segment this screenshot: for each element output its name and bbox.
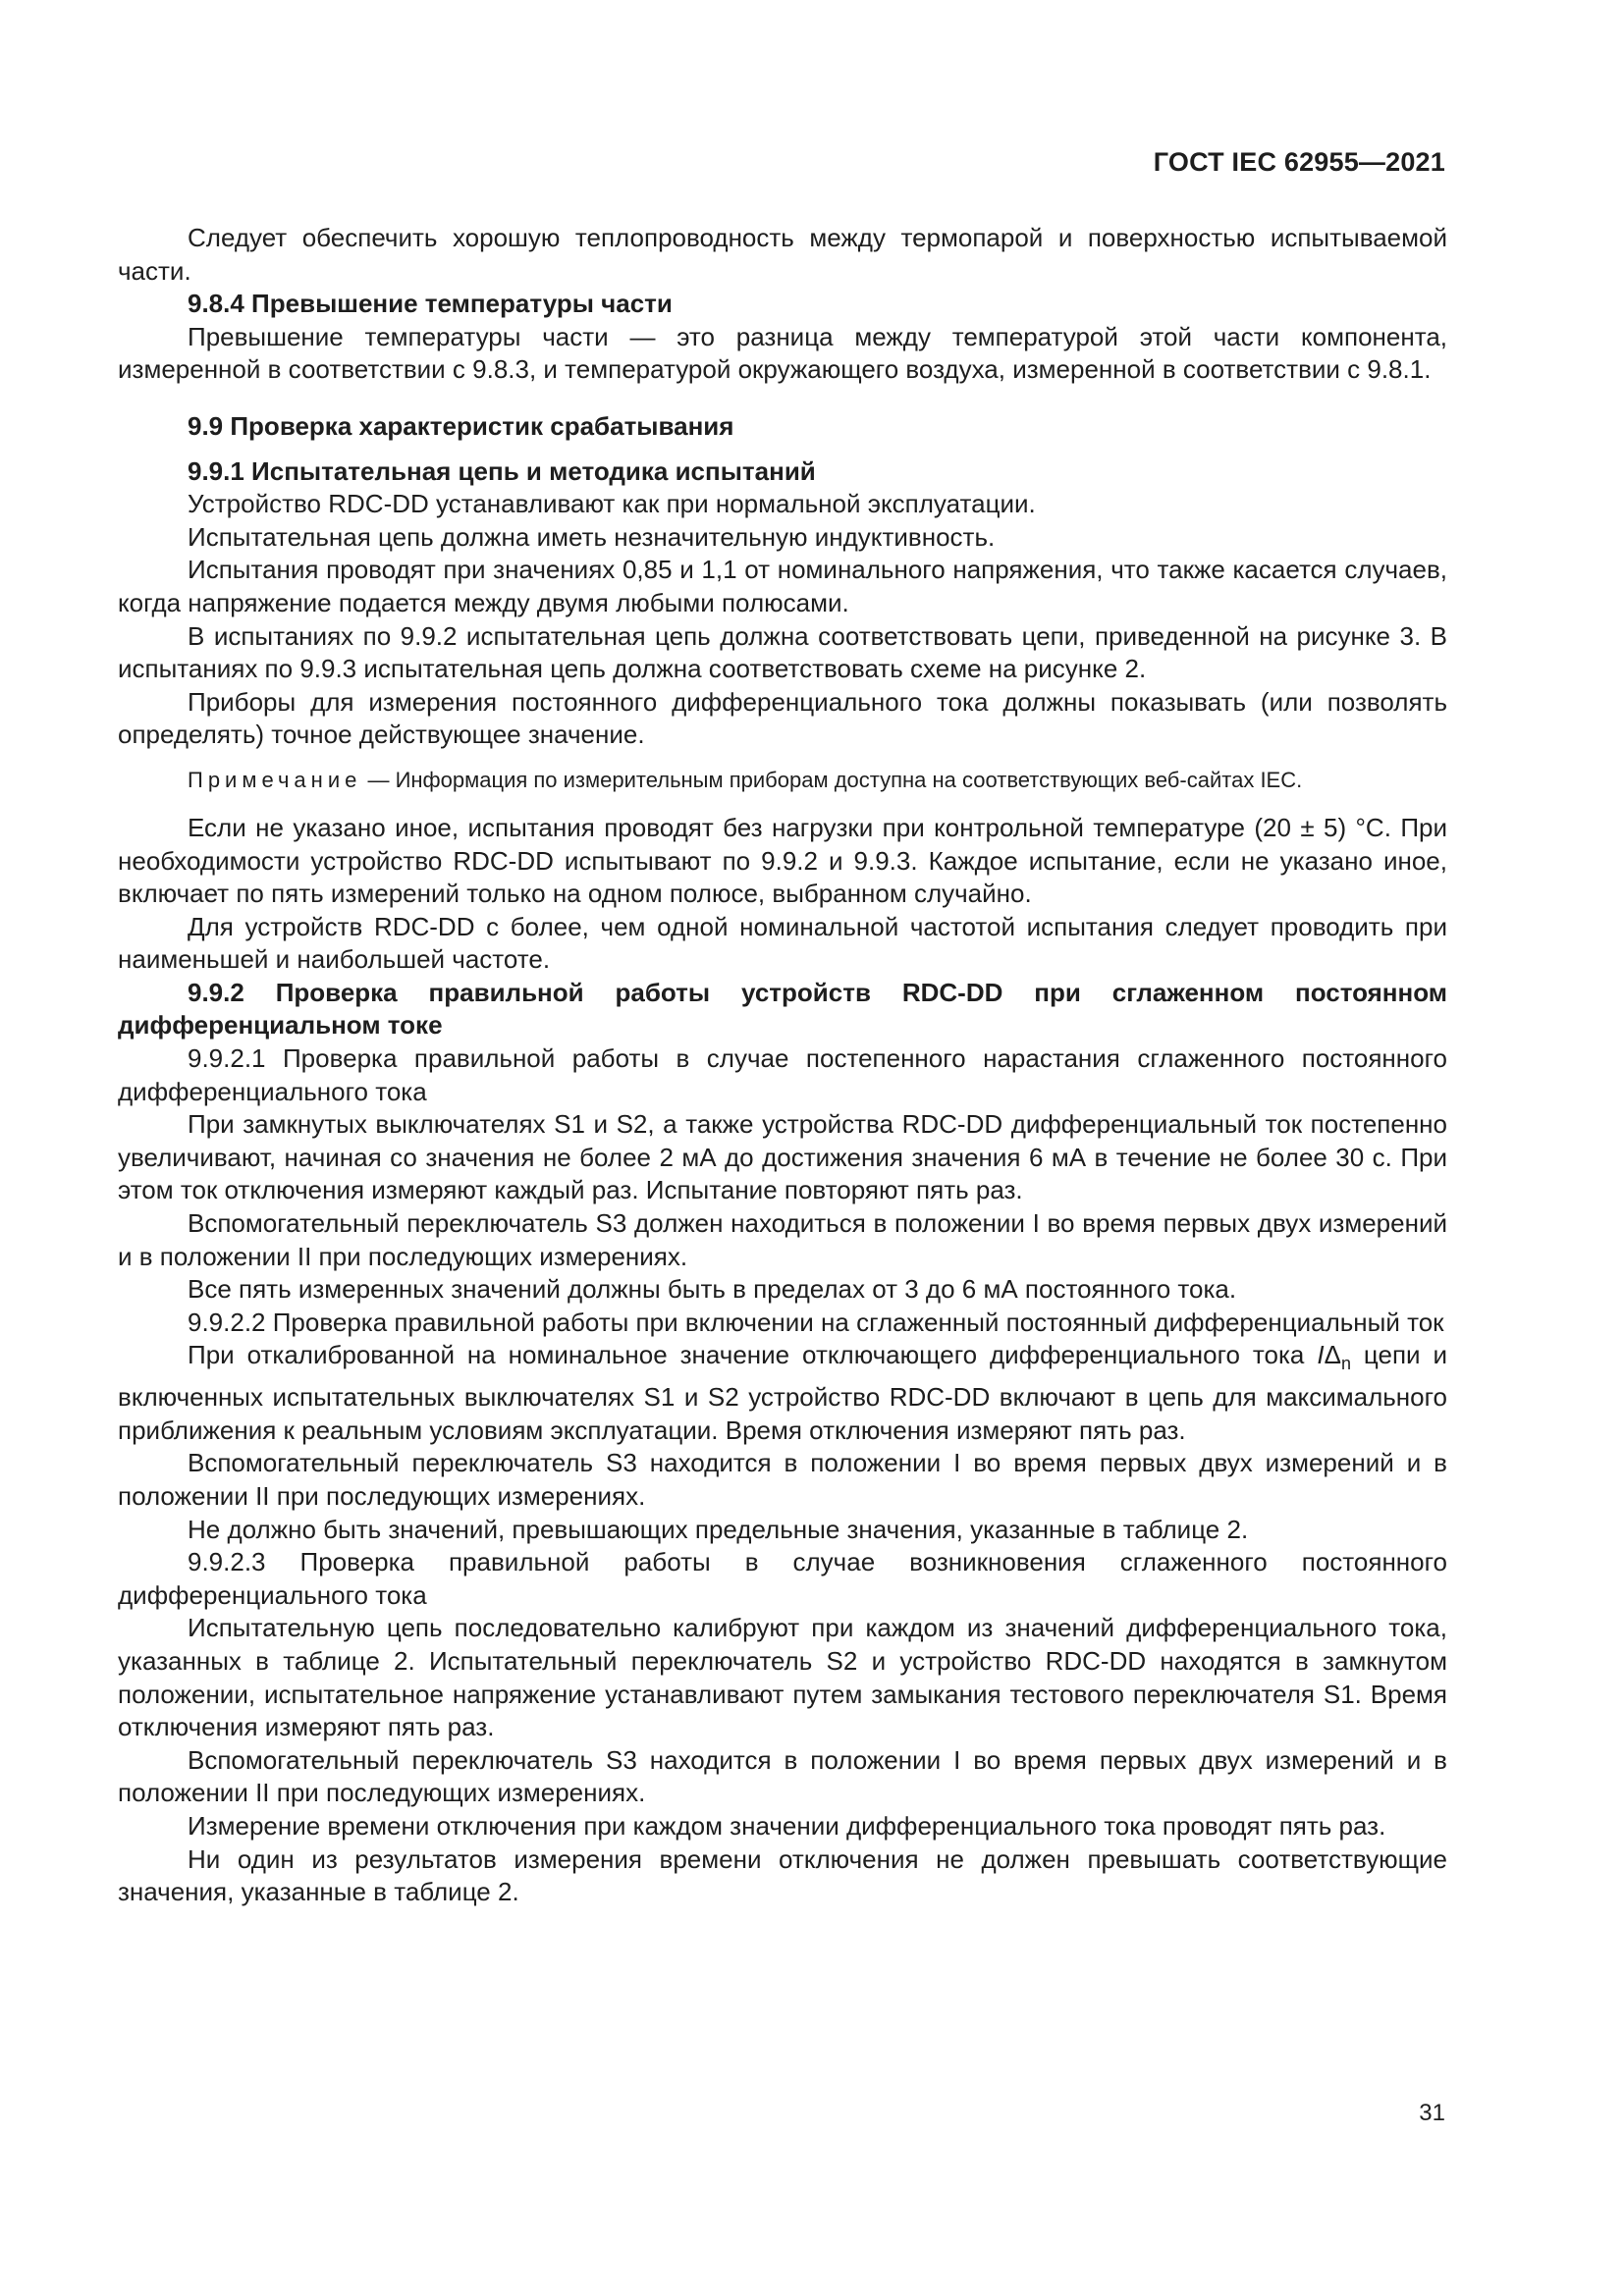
- section-heading-9-9-1: 9.9.1 Испытательная цепь и методика испытаний: [188, 455, 816, 486]
- paragraph: 9.9.2.1 Проверка правильной работы в случае постепенного нарастания сглаженного постоянного дифференциального тока: [118, 1043, 1447, 1106]
- paragraph: Все пять измеренных значений должны быть в пределах от 3 до 6 мА постоянного тока.: [188, 1274, 1237, 1305]
- delta-symbol: Δ: [1324, 1340, 1341, 1370]
- paragraph: Следует обеспечить хорошую теплопроводность между термопарой и поверхностью испытываемой части.: [118, 223, 1447, 286]
- document-body: [118, 222, 1447, 1909]
- paragraph: [118, 1339, 1447, 1447]
- paragraph: Если не указано иное, испытания проводят без нагрузки при контрольной температуре (20 ± 5) °С. При необходимости устройство RDC-DD испытывают по 9.9.2 и 9.9.3. Каждое испытание, если не указано иное, включает по пять измерений только на одном полюсе, выбранном случайно.: [118, 812, 1447, 909]
- note-label: Примечание: [188, 767, 362, 792]
- note-text: — Информация по измерительным приборам доступна на соответствующих веб-сайтах IEC.: [361, 767, 1303, 792]
- paragraph: Устройство RDC-DD устанавливают как при нормальной эксплуатации.: [188, 489, 1036, 519]
- paragraph: Ни один из результатов измерения времени отключения не должен превышать соответствующие значения, указанные в таблице 2.: [118, 1843, 1447, 1907]
- paragraph: Приборы для измерения постоянного дифференциального тока должны показывать (или позволять определять) точное действующее значение.: [118, 686, 1447, 750]
- paragraph: 9.9.2.3 Проверка правильной работы в случае возникновения сглаженного постоянного дифференциального тока: [118, 1547, 1447, 1610]
- paragraph: При замкнутых выключателях S1 и S2, а также устройства RDC-DD дифференциальный ток постепенно увеличивают, начиная со значения не более 2 мА до достижения значения 6 мА в течение не более 30 с. При этом ток отключения измеряют каждый раз. Испытание повторяют пять раз.: [118, 1109, 1447, 1205]
- paragraph: Вспомогательный переключатель S3 должен находиться в положении I во время первых двух измерений и в положении II при последующих измерениях.: [118, 1208, 1447, 1271]
- subscript: n: [1340, 1354, 1351, 1374]
- current-symbol: I: [1317, 1340, 1325, 1370]
- paragraph: Вспомогательный переключатель S3 находится в положении I во время первых двух измерений и в положении II при последующих измерениях.: [118, 1448, 1447, 1511]
- document-id-header: ГОСТ IEC 62955—2021: [1153, 147, 1445, 177]
- paragraph: Не должно быть значений, превышающих предельные значения, указанные в таблице 2.: [188, 1514, 1249, 1544]
- section-heading-9-8-4: 9.8.4 Превышение температуры части: [188, 289, 673, 319]
- paragraph: Вспомогательный переключатель S3 находится в положении I во время первых двух измерений и в положении II при последующих измерениях.: [118, 1744, 1447, 1808]
- text: цепи и включенных испытательных выключателях S1 и S2 устройство RDC-DD включают в цепь для максимального приближения к реальным условиям эксплуатации. Время отключения измеряют пять раз.: [118, 1340, 1447, 1445]
- note: [118, 764, 1447, 796]
- text: При откалиброванной на номинальное значение отключающего дифференциального тока: [188, 1340, 1318, 1370]
- paragraph: В испытаниях по 9.9.2 испытательная цепь должна соответствовать цепи, приведенной на рисунке 3. В испытаниях по 9.9.3 испытательная цепь должна соответствовать схеме на рисунке 2.: [118, 620, 1447, 684]
- section-heading-9-9-2: 9.9.2 Проверка правильной работы устройств RDC-DD при сглаженном постоянном дифференциальном токе: [118, 977, 1447, 1041]
- paragraph: Для устройств RDC-DD с более, чем одной номинальной частотой испытания следует проводить при наименьшей и наибольшей частоте.: [118, 911, 1447, 975]
- paragraph: Превышение температуры части — это разница между температурой этой части компонента, измеренной в соответствии с 9.8.3, и температурой окружающего воздуха, измеренной в соответствии с 9.8.1.: [118, 321, 1447, 385]
- paragraph: Испытания проводят при значениях 0,85 и 1,1 от номинального напряжения, что также касается случаев, когда напряжение подается между двумя любыми полюсами.: [118, 555, 1447, 617]
- paragraph: Измерение времени отключения при каждом значении дифференциального тока проводят пять раз.: [188, 1810, 1386, 1841]
- paragraph: 9.9.2.2 Проверка правильной работы при включении на сглаженный постоянный дифференциальный ток: [188, 1307, 1444, 1337]
- paragraph: Испытательную цепь последовательно калибруют при каждом из значений дифференциального тока, указанных в таблице 2. Испытательный переключатель S2 и устройство RDC-DD находятся в замкнутом положении, испытательное напряжение устанавливают путем замыкания тестового переключателя S1. Время отключения измеряют пять раз.: [118, 1613, 1447, 1742]
- page-number: 31: [1419, 2100, 1445, 2126]
- section-heading-9-9: 9.9 Проверка характеристик срабатывания: [188, 410, 734, 441]
- paragraph: Испытательная цепь должна иметь незначительную индуктивность.: [188, 521, 996, 552]
